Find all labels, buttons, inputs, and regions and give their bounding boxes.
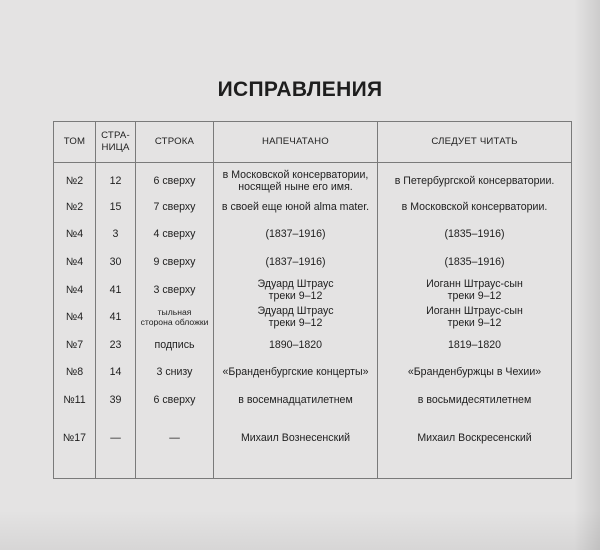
cell-line: 6 сверху — [136, 386, 214, 414]
header-line: СТРОКА — [136, 122, 214, 163]
table-row — [54, 276, 572, 304]
cell-page: — — [96, 414, 136, 479]
cell-printed: в восемнадцатилетнем — [214, 386, 378, 414]
table-row — [54, 414, 572, 479]
page-title: ИСПРАВЛЕНИЯ — [217, 78, 383, 101]
cell-page: 39 — [96, 386, 136, 414]
cell-page: 12 — [96, 163, 136, 194]
cell-page: 14 — [96, 359, 136, 387]
cell-correct: 1819–1820 — [378, 331, 572, 359]
cell-tom: №2 — [54, 163, 96, 194]
cell-tom: №4 — [54, 303, 96, 331]
cell-printed: Эдуард Штраус треки 9–12 — [214, 276, 378, 304]
cell-correct: в восьмидесятилетнем — [378, 386, 572, 414]
cell-tom: №17 — [54, 414, 96, 479]
cell-correct: Иоганн Штраус-сын треки 9–12 — [378, 303, 572, 331]
cell-tom: №7 — [54, 331, 96, 359]
cell-line: тыльная сторона обложки — [136, 303, 214, 331]
cell-page: 3 — [96, 221, 136, 249]
cell-line: — — [136, 414, 214, 479]
cell-correct: в Московской консерватории. — [378, 193, 572, 221]
cell-line: 7 сверху — [136, 193, 214, 221]
table-row — [54, 163, 572, 194]
cell-printed: (1837–1916) — [214, 221, 378, 249]
cell-page: 23 — [96, 331, 136, 359]
cell-line: 3 снизу — [136, 359, 214, 387]
page-bottom-shadow — [0, 510, 600, 550]
cell-tom: №11 — [54, 386, 96, 414]
cell-correct: (1835–1916) — [378, 248, 572, 276]
cell-page: 41 — [96, 303, 136, 331]
cell-printed: в Московской консерватории, носящей ныне его имя. — [214, 163, 378, 194]
table-row — [54, 248, 572, 276]
cell-tom: №8 — [54, 359, 96, 387]
cell-printed: в своей еще юной alma mater. — [214, 193, 378, 221]
cell-page: 15 — [96, 193, 136, 221]
cell-correct: Иоганн Штраус-сын треки 9–12 — [378, 276, 572, 304]
cell-printed: 1890–1820 — [214, 331, 378, 359]
cell-correct: «Бранденбуржцы в Чехии» — [378, 359, 572, 387]
table-row — [54, 303, 572, 331]
cell-tom: №4 — [54, 221, 96, 249]
table-row — [54, 359, 572, 387]
header-tom: ТОМ — [54, 122, 96, 163]
cell-line: 4 сверху — [136, 221, 214, 249]
cell-correct: (1835–1916) — [378, 221, 572, 249]
cell-tom: №4 — [54, 276, 96, 304]
cell-printed: «Бранденбургские концерты» — [214, 359, 378, 387]
cell-tom: №2 — [54, 193, 96, 221]
corrections-table — [53, 121, 572, 479]
cell-printed: (1837–1916) — [214, 248, 378, 276]
table-header-row — [54, 122, 572, 163]
table-row — [54, 331, 572, 359]
cell-printed: Эдуард Штраус треки 9–12 — [214, 303, 378, 331]
cell-printed: Михаил Вознесенский — [214, 414, 378, 479]
table-row — [54, 221, 572, 249]
cell-line: подпись — [136, 331, 214, 359]
header-page: СТРА- НИЦА — [96, 122, 136, 163]
table-row — [54, 193, 572, 221]
header-correct: СЛЕДУЕТ ЧИТАТЬ — [378, 122, 572, 163]
header-printed: НАПЕЧАТАНО — [214, 122, 378, 163]
cell-correct: Михаил Воскресенский — [378, 414, 572, 479]
cell-page: 30 — [96, 248, 136, 276]
cell-line: 6 сверху — [136, 163, 214, 194]
table-row — [54, 386, 572, 414]
cell-tom: №4 — [54, 248, 96, 276]
cell-page: 41 — [96, 276, 136, 304]
cell-correct: в Петербургской консерватории. — [378, 163, 572, 194]
cell-line: 3 сверху — [136, 276, 214, 304]
cell-line: 9 сверху — [136, 248, 214, 276]
